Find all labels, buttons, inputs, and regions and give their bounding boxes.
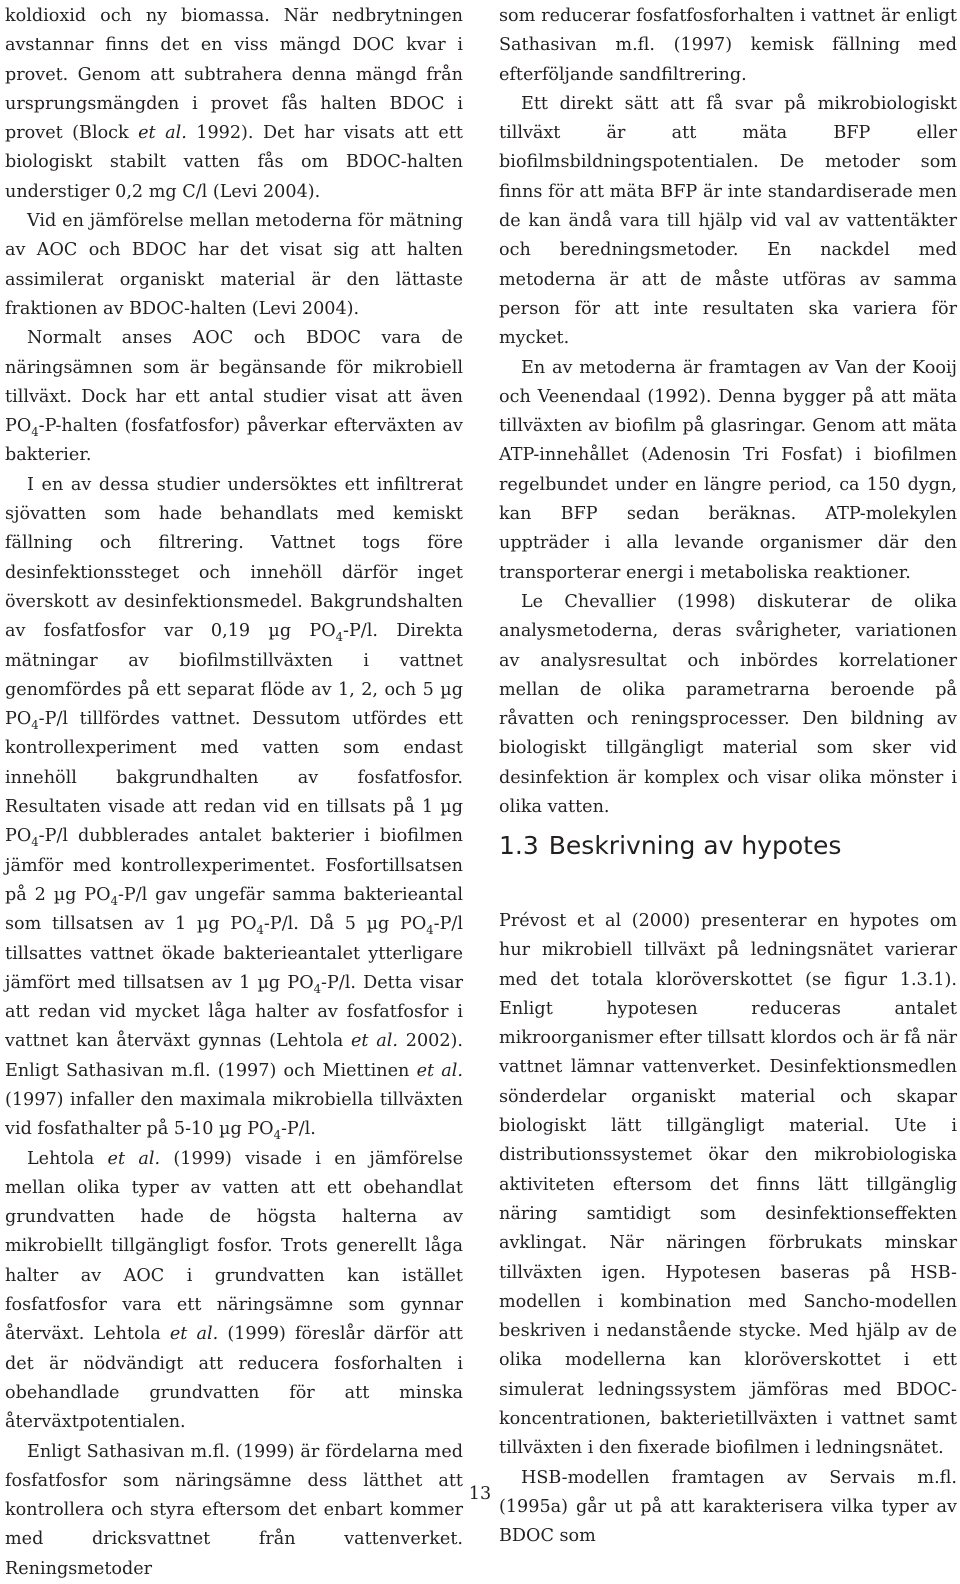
paragraph-hypothesis: Prévost et al (2000) presenterar en hypotes om hur mikrobiell tillväxt på ledningsnätet varierar med det totala kloröverskottet (se figur 1.3.1). Enligt hypotesen reduceras antalet mikroorganismer efter tillsatt klordos och är få när vattnet lämnar vattenverket. Desinfektionsmedlen sönderdelar organiskt material och skapar biologiskt lätt tillgängligt material. Ute i distributionssystemet ökar den mikrobiologiska aktiviteten eftersom det finns lätt tillgänglig näring samtidigt som desinfektionseffekten avklingat. När näringen förbrukats minskar tillväxten igen. Hypotesen baseras på HSB-modellen i kombination med Sancho-modellen beskriven i nedanstående stycke. Med hjälp av de olika modellerna kan kloröverskottet i ett simulerat ledningssystem jämföras med BDOC-koncentrationen, bakterietillväxten i vattnet samt tillväxten i den fixerade biofilmen i ledningsnätet. [499, 911, 957, 1459]
paragraph-van-der-kooij: En av metoderna är framtagen av Van der Kooij och Veenendaal (1992). Denna bygger på att mäta tillväxten av biofilm på glasringar. Genom att mäta ATP-innehållet (Adenosin Tri Fosfat) i biofilmen regelbundet under en längre period, ca 150 dygn, kan BFP sedan beräknas. ATP-molekylen uppträder i alla levande organismer där den transporterar energi i metaboliska reaktioner. [499, 357, 957, 583]
paragraph-hsb-model: HSB-modellen framtagen av Servais m.fl. (1995a) går ut på att karakterisera vilka typer av BDOC som [499, 1467, 957, 1547]
paragraph-phosphorus-study: I en av dessa studier undersöktes ett infiltrerat sjövatten som hade behandlats med kemiskt fällning och filtrering. Vattnet togs före desinfektionssteget och innehöll därför inget överskott av desinfektionsmedel. Bakgrundshalten av fosfatfosfor var 0,19 µg $PO_4-P/l$. Direkta mätningar av biofilmstillväxten i vattnet genomfördes på ett separat flöde av 1, 2, och 5 µg $PO_4-P/l$ tillfördes vattnet. Dessutom utfördes ett kontrollexperiment med vatten som endast innehöll bakgrundhalten av fosfatfosfor. Resultaten visade att redan vid en tillsats på 1 µg $PO_4-P/l$ dubblerades antalet bakterier i biofilmen jämför med kontrollexperimentet. Fosfortillsatsen på 2 µg $PO_4-P/l$ gav ungefär samma bakterieantal som tillsatsen av 1 µg $PO_4-P/l$. Då 5 µg $PO_4-P/l$ tillsattes vattnet ökade bakterieantalet ytterligare jämfört med tillsatsen av 1 µg $PO_4-P/l$. Detta visar att redan vid mycket låga halter av fosfatfosfor i vattnet kan återväxt gynnas (Lehtola et al. 2002). Enligt Sathasivan m.fl. (1997) och Miettinen et al. (1997) infaller den maximala mikrobiella tillväxten vid fosfathalter på 5-10 µg $PO_4-P/l$. [5, 474, 463, 1143]
page-number: 13 [468, 1484, 492, 1504]
paragraph-nutrients: Normalt anses AOC och BDOC vara de näringsämnen som är begänsande för mikrobiell tillväxt. Dock har ett antal studier visat att även $PO_4-P$-halten (fosfatfosfor) påverkar efterväxten av bakterier. [5, 328, 463, 466]
right-column [499, 2, 957, 822]
left-column [5, 2, 463, 1584]
section-heading [499, 828, 957, 864]
paragraph-aoc-bdoc-comparison: Vid en jämförelse mellan metoderna för mätning av AOC och BDOC har det visat sig att halten assimilerat organiskt material är den lättaste fraktionen av BDOC-halten (Levi 2004). [5, 211, 463, 319]
section-number: 1.3 [499, 831, 539, 860]
section-title: Beskrivning av hypotes [548, 831, 842, 860]
paragraph-le-chevallier: Le Chevallier (1998) diskuterar de olika analysmetoderna, deras svårigheter, variationen av analysresultat och inbördes korrelationer mellan de olika parametrarna beroende på råvatten och reningsprocesser. Den bildning av biologiskt tillgängligt material som sker vid desinfektion är komplex och visar olika mönster i olika vatten. [499, 591, 957, 818]
paragraph-reduction-methods: som reducerar fosfatfosforhalten i vattnet är enligt Sathasivan m.fl. (1997) kemisk fällning med efterföljande sandfiltrering. [499, 6, 957, 85]
paragraph-lehtola-groundwater: Lehtola et al. (1999) visade i en jämförelse mellan olika typer av vatten att ett obehandlat grundvatten hade de högsta halterna av mikrobiellt tillgängligt fosfor. Trots generellt låga halter av AOC i grundvatten kan istället fosfatfosfor vara ett näringsämne som gynnar återväxt. Lehtola et al. (1999) föreslår därför att det är nödvändigt att reducera fosforhalten i obehandlade grundvatten för att minska återväxtpotentialen. [5, 1148, 463, 1433]
paragraph-sathasivan-advantages: Enligt Sathasivan m.fl. (1999) är fördelarna med fosfatfosfor som näringsämne dess lätthet att kontrollera och styra eftersom det enbart kommer med dricksvattnet från vattenverket. Reningsmetoder [5, 1441, 463, 1579]
section-body [499, 907, 957, 1552]
paragraph-bfp: Ett direkt sätt att få svar på mikrobiologiskt tillväxt är att mäta BFP eller biofilmsbildningspotentialen. De metoder som finns för att mäta BFP är inte standardiserade men de kan ändå vara till hjälp vid val av vattentäkter och beredningsmetoder. En nackdel med metoderna är att de måste utföras av samma person för att inte resultaten ska variera för mycket. [499, 93, 957, 349]
paragraph-bdoc-method: koldioxid och ny biomassa. När nedbrytningen avstannar finns det en viss mängd DOC kvar i provet. Genom att subtrahera denna mängd från ursprungsmängden i provet fås halten BDOC i provet (Block et al. 1992). Det har visats att ett biologiskt stabilt vatten fås om BDOC-halten understiger 0,2 mg C/l (Levi 2004). [5, 6, 463, 202]
